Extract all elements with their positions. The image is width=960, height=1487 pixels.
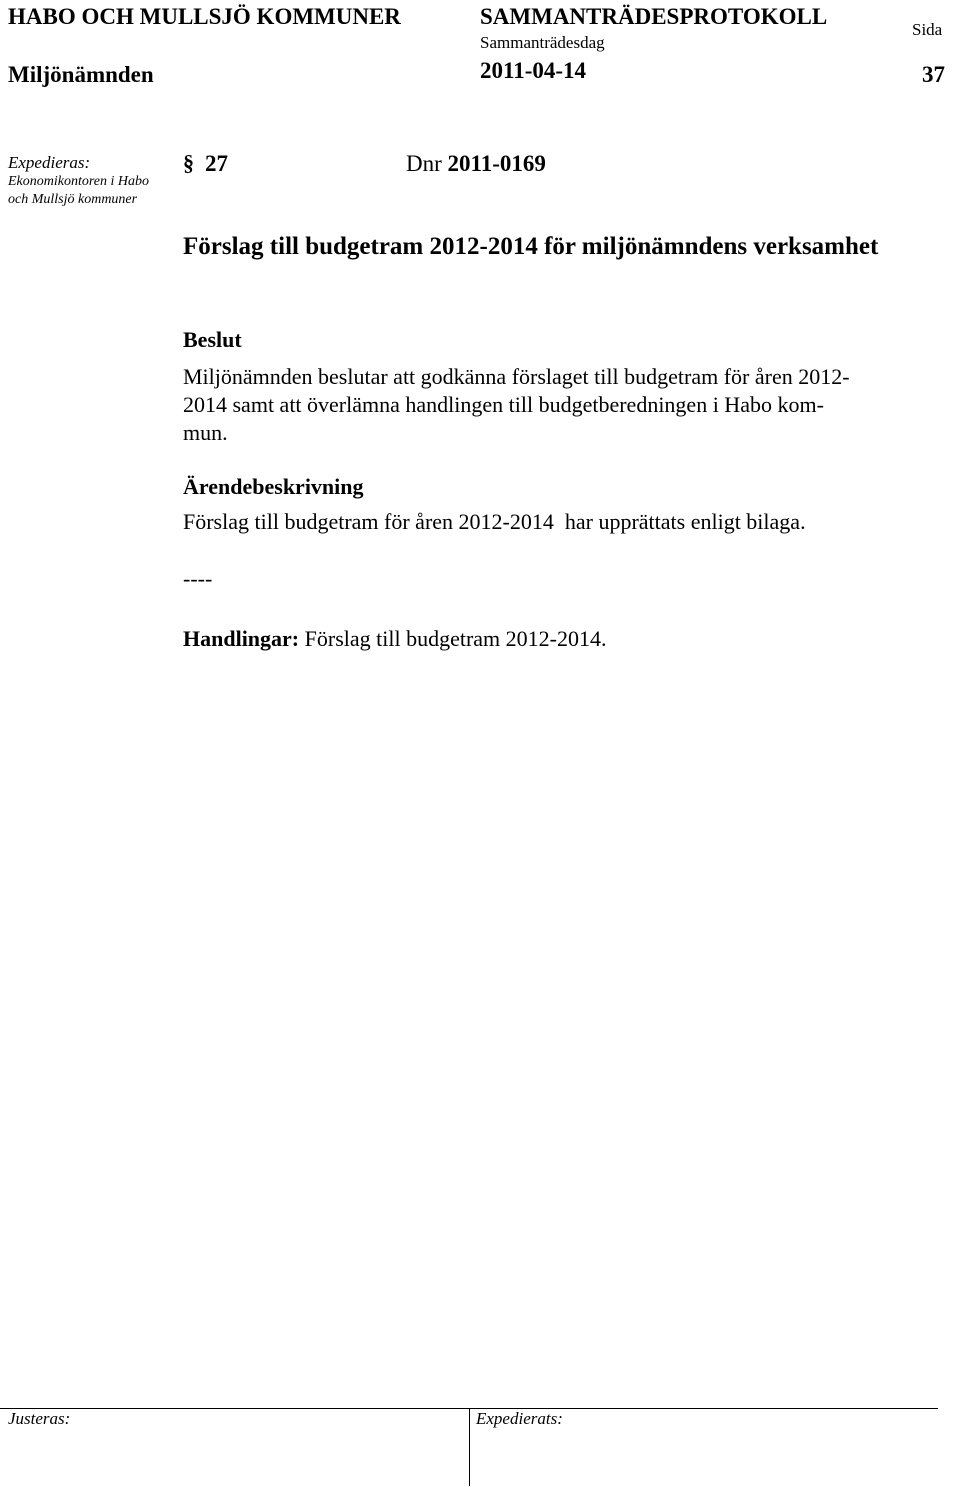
arendebeskrivning-text: Förslag till budgetram för åren 2012-2014 har upprättats enligt bilaga. [183,509,806,534]
justeras-label: Justeras: [8,1409,71,1428]
arendebeskrivning-heading: Ärendebeskrivning [183,474,364,499]
expedierats-label: Expedierats: [476,1409,563,1428]
meeting-date: 2011-04-14 [480,58,587,83]
handlingar [183,626,607,652]
recipient-line: och Mullsjö kommuner [8,192,138,207]
organization-name: HABO OCH MULLSJÖ KOMMUNER [8,4,401,29]
page-label: Sida [912,20,943,39]
paragraph-symbol: § [183,150,194,175]
recipient-line: Ekonomikontoren i Habo [8,174,150,189]
beslut-text-line: Miljönämnden beslutar att godkänna förslaget till budgetram för åren 2012- [183,364,850,389]
page-number: 37 [922,62,945,87]
committee-name: Miljönämnden [8,62,154,87]
footer-column-divider [469,1408,470,1486]
separator: ---- [183,566,213,591]
meeting-date-label: Sammanträdesdag [480,33,605,52]
handlingar-label: Handlingar: [183,626,300,651]
paragraph-number: 27 [205,151,228,176]
item-title: Förslag till budgetram 2012-2014 för miljönämndens verksamhet [183,233,879,260]
handlingar-text: Förslag till budgetram 2012-2014. [299,626,607,651]
beslut-text-line: 2014 samt att överlämna handlingen till budgetberedningen i Habo kom- [183,392,824,417]
dnr-reference [406,151,546,177]
expedieras-label: Expedieras: [8,153,91,172]
beslut-text-line: mun. [183,420,228,445]
dnr-value: 2011-0169 [447,151,546,176]
document-type: SAMMANTRÄDESPROTOKOLL [480,4,828,29]
beslut-heading: Beslut [183,327,242,352]
dnr-label: Dnr [406,151,442,176]
